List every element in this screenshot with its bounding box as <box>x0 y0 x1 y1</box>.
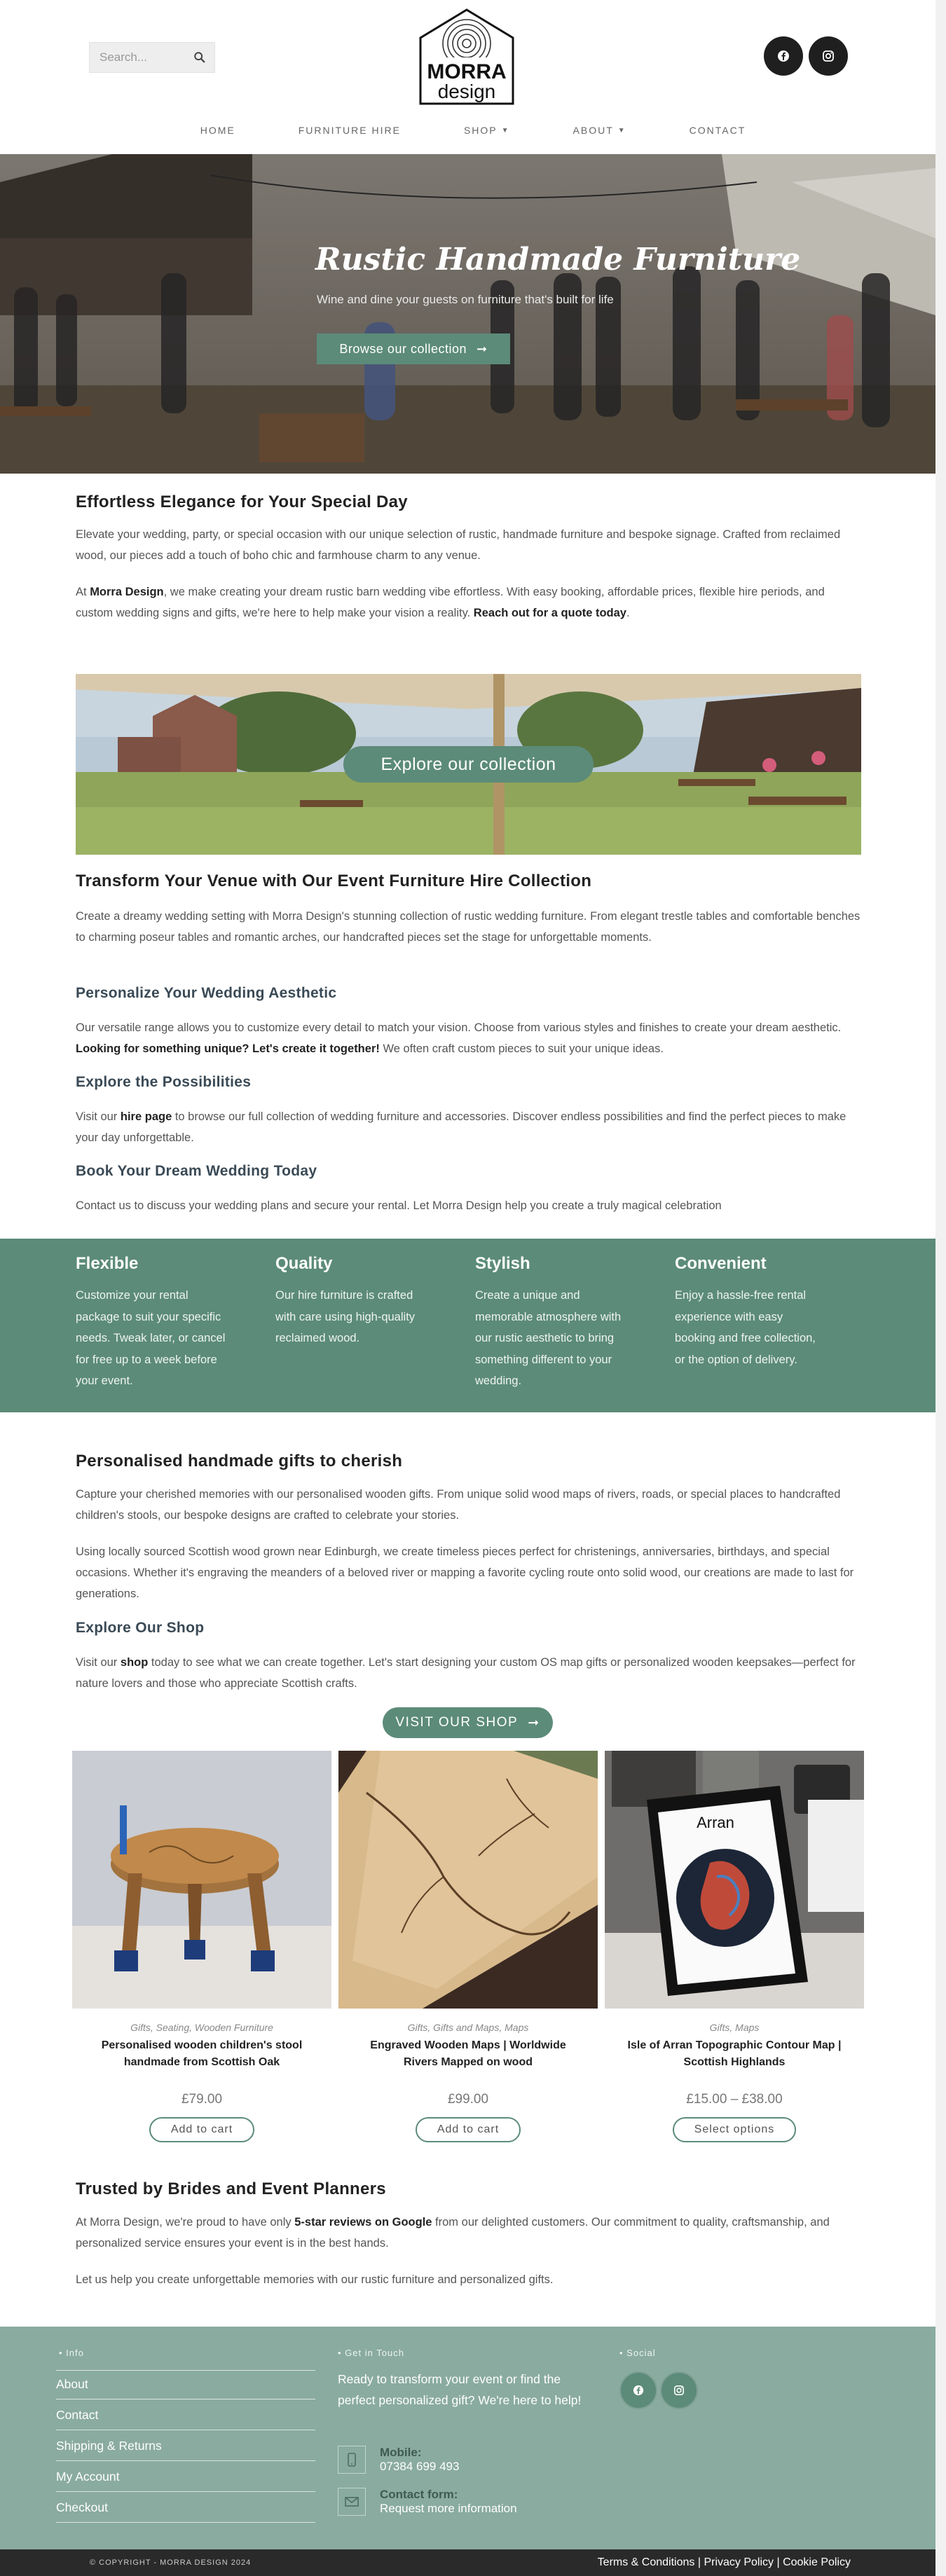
explore-heading: Explore the Possibilities <box>76 1074 252 1090</box>
browse-collection-button[interactable] <box>317 333 510 364</box>
hero-subtitle: Wine and dine your guests on furniture that's built for life <box>317 293 614 306</box>
footer-instagram-link[interactable] <box>660 2371 698 2409</box>
nav-about-label: ABOUT <box>573 125 614 136</box>
intro-paragraph-1: Elevate your wedding, party, or special occasion with our unique selection of rustic, handmade furniture and bespoke signage. Crafted from reclaimed wood, our pieces add a touch of boho chic and farmhouse charm to any venue. <box>76 528 841 562</box>
footer-link-account[interactable]: My Account <box>56 2470 315 2492</box>
hero-banner <box>0 154 935 474</box>
mobile-number[interactable]: 07384 699 493 <box>380 2460 460 2473</box>
facebook-icon <box>633 2385 644 2396</box>
explore-collection-button[interactable] <box>343 746 594 783</box>
instagram-link[interactable] <box>809 36 848 76</box>
copyright: © COPYRIGHT - MORRA DESIGN 2024 <box>90 2558 252 2567</box>
nav-contact-label: CONTACT <box>689 125 746 136</box>
visit-shop-button[interactable] <box>383 1707 553 1738</box>
header-social <box>764 36 848 76</box>
scrollbar[interactable] <box>935 0 946 2576</box>
shop-link[interactable]: shop <box>120 1656 149 1669</box>
bottom-bar <box>0 2549 935 2576</box>
search-icon[interactable] <box>193 51 206 64</box>
select-options-button[interactable] <box>673 2117 796 2142</box>
nav-home[interactable] <box>200 125 235 136</box>
add-to-cart-button[interactable] <box>149 2117 254 2142</box>
arrow-right-icon: ➞ <box>528 1715 540 1730</box>
footer-social <box>619 2371 698 2409</box>
gifts-title: Personalised handmade gifts to cherish <box>76 1452 403 1470</box>
footer-link-checkout[interactable]: Checkout <box>56 2500 315 2523</box>
search-input[interactable] <box>89 42 215 73</box>
product-price: £99.00 <box>447 2092 489 2107</box>
gifts-paragraph-1: Capture your cherished memories with our personalised wooden gifts. From unique solid wood maps of rivers, roads, or special places to handcrafted children's stools, our bespoke designs are crafted to celebrate your stories. <box>76 1488 841 1522</box>
site-header <box>0 0 946 154</box>
product-name[interactable]: Isle of Arran Topographic Contour Map | Scottish Highlands <box>627 2039 842 2068</box>
explore-paragraph: Visit our hire page to browse our full collection of wedding furniture and accessories. Discover endless possibilities and find the perfect pieces to make your day unforgettable. <box>76 1110 846 1144</box>
browse-collection-label: Browse our collection <box>339 341 467 356</box>
mobile-label: Mobile: <box>380 2446 422 2459</box>
feature-text: Customize your rental package to suit your specific needs. Tweak later, or cancel for free up to a week before your event. <box>76 1289 226 1387</box>
main-nav <box>0 125 946 136</box>
add-to-cart-label: Add to cart <box>437 2123 500 2135</box>
map-label: Arran <box>697 1814 734 1831</box>
instagram-icon <box>673 2385 685 2396</box>
footer-contact-form <box>338 2488 517 2516</box>
envelope-icon <box>338 2488 366 2516</box>
contact-form-link[interactable]: Request more information <box>380 2502 517 2515</box>
phone-icon <box>338 2446 366 2474</box>
product-card <box>72 1751 331 2142</box>
venue-title: Transform Your Venue with Our Event Furniture Hire Collection <box>76 872 592 890</box>
product-image[interactable] <box>338 1751 598 2009</box>
book-paragraph: Contact us to discuss your wedding plans and secure your rental. Let Morra Design help you create a truly magical celebration <box>76 1199 722 1212</box>
product-categories[interactable]: Gifts, Seating, Wooden Furniture <box>130 2022 273 2033</box>
nav-furniture-hire[interactable] <box>299 125 401 136</box>
product-name[interactable]: Engraved Wooden Maps | Worldwide Rivers Mapped on wood <box>370 2039 566 2068</box>
product-categories[interactable]: Gifts, Maps <box>709 2022 760 2033</box>
google-reviews-link[interactable]: 5-star reviews on Google <box>294 2216 432 2229</box>
product-price: £15.00 – £38.00 <box>686 2092 783 2107</box>
logo[interactable] <box>418 7 516 106</box>
footer-info-heading: • Info <box>59 2348 84 2358</box>
hero-title: Rustic Handmade Furniture <box>315 242 801 277</box>
feature-title: Quality <box>275 1254 333 1273</box>
hero-photo <box>0 154 935 474</box>
footer-touch-text: Ready to transform your event or find the perfect personalized gift? We're here to help! <box>338 2372 582 2407</box>
search-placeholder: Search... <box>100 50 148 64</box>
product-card <box>605 1751 864 2142</box>
nav-contact[interactable] <box>690 125 746 136</box>
product-name[interactable]: Personalised wooden children's stool handmade from Scottish Oak <box>101 2039 303 2068</box>
feature-title: Stylish <box>475 1254 530 1273</box>
explore-collection-label: Explore our collection <box>381 754 556 774</box>
trusted-paragraph-2: Let us help you create unforgettable memories with our rustic furniture and personalized gifts. <box>76 2273 554 2286</box>
arrow-right-icon: ➞ <box>477 341 488 356</box>
product-image[interactable] <box>605 1751 864 2009</box>
nav-home-label: HOME <box>200 125 235 136</box>
quote-link[interactable]: Reach out for a quote today <box>473 607 626 619</box>
product-price: £79.00 <box>181 2092 223 2107</box>
nav-shop-label: SHOP <box>463 125 498 136</box>
chevron-down-icon: ▼ <box>617 126 626 135</box>
shop-paragraph: Visit our shop today to see what we can create together. Let's start designing your custom OS map gifts or personalized wooden keepsakes—perfect for nature lovers and those who appreciate Scottish crafts. <box>76 1656 856 1690</box>
feature-stylish <box>475 1254 626 1392</box>
footer-touch-heading: • Get in Touch <box>338 2348 404 2358</box>
venue-paragraph-1: Create a dreamy wedding setting with Morra Design's stunning collection of rustic wedding furniture. From elegant trestle tables and comfortable benches to charming poseur tables and romantic arches, our handcrafted pieces set the stage for unforgettable moments. <box>76 910 861 944</box>
feature-title: Flexible <box>76 1254 139 1273</box>
legal-links[interactable]: Terms & Conditions | Privacy Policy | Cookie Policy <box>597 2556 851 2568</box>
feature-text: Our hire furniture is crafted with care using high-quality reclaimed wood. <box>275 1289 416 1344</box>
facebook-link[interactable] <box>764 36 803 76</box>
nav-furniture-hire-label: FURNITURE HIRE <box>298 125 401 136</box>
nav-shop[interactable] <box>464 125 510 136</box>
contact-form-label: Contact form: <box>380 2488 458 2501</box>
site-footer <box>0 2327 935 2549</box>
features-band <box>0 1239 935 1412</box>
footer-facebook-link[interactable] <box>619 2371 657 2409</box>
personalize-heading: Personalize Your Wedding Aesthetic <box>76 985 337 1001</box>
logo-text-bottom: design <box>437 81 496 102</box>
intro-paragraph-2: At Morra Design, we make creating your dream rustic barn wedding vibe effortless. With easy booking, affordable prices, flexible hire periods, and custom wedding signs and gifts, we're here to help make your vision a reality. Reach out for a quote today. <box>76 586 825 619</box>
hire-page-link[interactable]: hire page <box>120 1110 172 1123</box>
select-options-label: Select options <box>694 2123 775 2135</box>
feature-flexible <box>76 1254 226 1392</box>
instagram-icon <box>822 50 835 62</box>
feature-quality <box>275 1254 426 1349</box>
footer-link-about[interactable]: About <box>56 2377 315 2399</box>
intro-title: Effortless Elegance for Your Special Day <box>76 493 408 511</box>
feature-title: Convenient <box>675 1254 767 1273</box>
visit-shop-label: VISIT OUR SHOP <box>395 1715 519 1730</box>
facebook-icon <box>777 50 790 62</box>
chevron-down-icon: ▼ <box>501 126 510 135</box>
feature-text: Enjoy a hassle-free rental experience with easy booking and free collection, or the option of delivery. <box>675 1289 816 1366</box>
book-heading: Book Your Dream Wedding Today <box>76 1163 317 1179</box>
footer-mobile <box>338 2446 459 2474</box>
footer-divider <box>56 2370 315 2371</box>
trusted-paragraph-1: At Morra Design, we're proud to have only 5-star reviews on Google from our delighted customers. Our commitment to quality, craftsmanship, and personalized service ensures your event is in the best hands. <box>76 2216 830 2250</box>
footer-social-heading: • Social <box>619 2348 656 2358</box>
trusted-title: Trusted by Brides and Event Planners <box>76 2179 386 2198</box>
product-image[interactable] <box>72 1751 331 2009</box>
explore-shop-heading: Explore Our Shop <box>76 1620 205 1636</box>
product-card <box>338 1751 598 2142</box>
add-to-cart-button[interactable] <box>416 2117 521 2142</box>
personalize-paragraph: Our versatile range allows you to customize every detail to match your vision. Choose from various styles and finishes to create your dream aesthetic. Looking for something unique? Let's create it together! We often craft custom pieces to suit your unique ideas. <box>76 1021 842 1055</box>
nav-about[interactable] <box>573 125 626 136</box>
footer-link-shipping[interactable]: Shipping & Returns <box>56 2439 315 2461</box>
logo-text-top: MORRA <box>427 60 507 83</box>
gifts-paragraph-2: Using locally sourced Scottish wood grown near Edinburgh, we create timeless pieces perfect for christenings, anniversaries, birthdays, and special occasions. Whether it's engraving the meanders of a beloved river or mapping a favorite cycling route onto solid wood, our creations are made to last for generations. <box>76 1545 854 1600</box>
add-to-cart-label: Add to cart <box>170 2123 233 2135</box>
product-categories[interactable]: Gifts, Gifts and Maps, Maps <box>407 2022 529 2033</box>
feature-text: Create a unique and memorable atmosphere with our rustic aesthetic to bring something different to your wedding. <box>475 1289 622 1387</box>
footer-link-contact[interactable]: Contact <box>56 2408 315 2430</box>
brand-name: Morra Design <box>90 586 164 598</box>
feature-convenient <box>675 1254 825 1370</box>
